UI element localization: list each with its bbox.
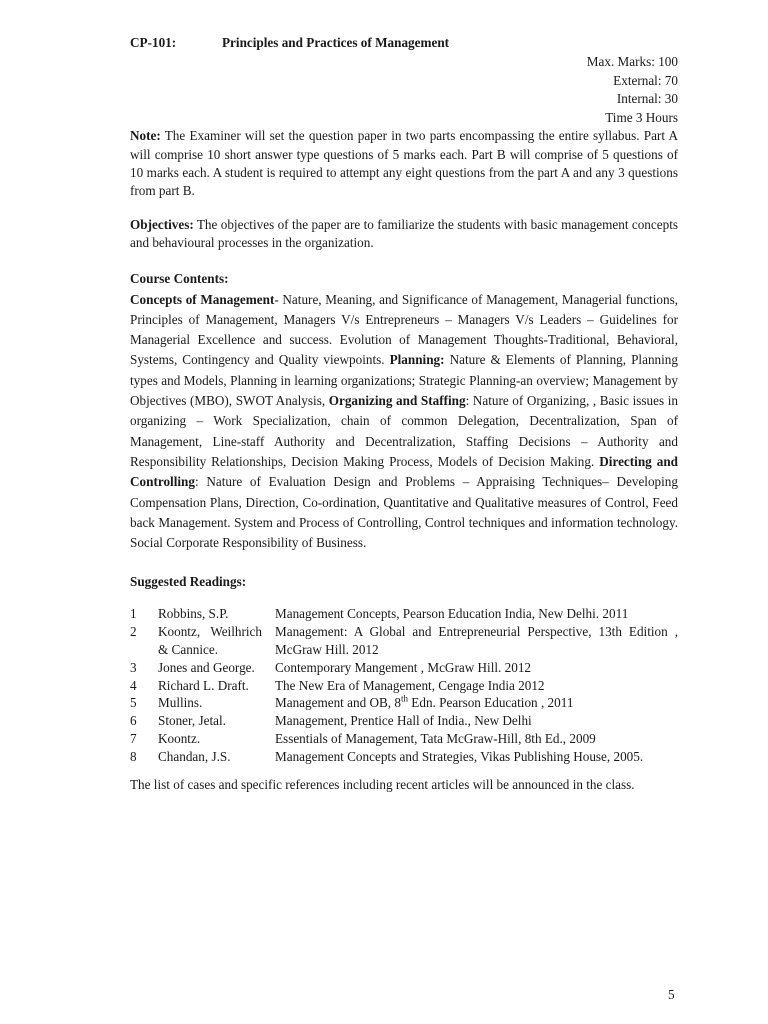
reading-title: Management Concepts, Pearson Education India, New Delhi. 2011: [275, 606, 629, 622]
reading-number: 1: [130, 606, 137, 622]
reading-number: 4: [130, 677, 137, 693]
reading-row: [130, 605, 678, 623]
reading-row: [130, 694, 678, 712]
reading-row: [130, 712, 678, 730]
reading-author: Jones and George.: [158, 659, 255, 675]
note-text: The Examiner will set the question paper in two parts encompassing the entire syllabus. Part A will comprise 10 short answer type questions of 5 marks each. Part B will comprise of 5 questions of 10 marks each. A student is required to attempt any eight questions from the part A and any 3 questions from part B.: [130, 128, 678, 198]
reading-title: The New Era of Management, Cengage India 2012: [275, 677, 545, 693]
course-title: Principles and Practices of Management: [222, 35, 450, 50]
marks-block: [130, 53, 678, 127]
reading-author: Stoner, Jetal.: [158, 713, 226, 729]
objectives-label: Objectives:: [130, 217, 194, 233]
reading-author: Chandan, J.S.: [158, 748, 231, 764]
directing-label: Directing and Controlling: [130, 453, 678, 490]
external-marks: External: 70: [613, 72, 678, 88]
reading-row: [130, 659, 678, 677]
course-code: CP-101:: [130, 35, 177, 50]
reading-author: Koontz.: [158, 731, 201, 747]
reading-author: Richard L. Draft.: [158, 677, 249, 693]
internal-marks: Internal: 30: [616, 91, 678, 107]
reading-title: Essentials of Management, Tata McGraw-Hill, 8th Ed., 2009: [275, 731, 596, 747]
organizing-label: Organizing and Staffing: [328, 393, 466, 409]
reading-title-post: Edn. Pearson Education , 2011: [408, 695, 574, 711]
readings-heading: Suggested Readings:: [130, 574, 247, 590]
concepts-text: - Nature, Meaning, and Significance of Management, Managerial functions, Principles of Management, Managers V/s Entrepreneurs – Managers V/s Leaders – Guidelines for Managerial Excellence and success. Evolution of Management Thoughts-Traditional, Behavioral, Systems, Contingency and Quality viewpoints.: [130, 291, 678, 368]
course-contents-heading: Course Contents:: [130, 270, 229, 286]
reading-title-pre: Management and OB, 8: [275, 695, 401, 711]
reading-number: 6: [130, 713, 137, 729]
readings-table: [130, 605, 678, 765]
reading-number: 3: [130, 659, 137, 675]
reading-row: [130, 748, 678, 766]
reading-number: 2: [130, 624, 137, 640]
reading-title: Management, Prentice Hall of India., New Delhi: [275, 713, 532, 729]
syllabus-page: [130, 34, 678, 794]
max-marks: Max. Marks: 100: [586, 54, 678, 69]
reading-row: [130, 730, 678, 748]
concepts-label: Concepts of Management: [130, 291, 275, 307]
note-label: Note:: [130, 128, 161, 144]
reading-number: 7: [130, 731, 137, 747]
reading-title: Management: A Global and Entrepreneurial Perspective, 13th Edition , McGraw Hill. 2012: [275, 624, 678, 658]
reading-author: Mullins.: [158, 695, 203, 711]
reading-author: Robbins, S.P.: [158, 606, 229, 622]
objectives-text: The objectives of the paper are to familiarize the students with basic management concepts and behavioural processes in the organization.: [130, 217, 678, 251]
directing-text: : Nature of Evaluation Design and Problems – Appraising Techniques– Developing Compensation Plans, Direction, Co-ordination, Quantitative and Qualitative measures of Control, Feed back Management. System and Process of Controlling, Control techniques and information technology. Social Corporate Responsibility of Business.: [130, 474, 678, 551]
organizing-text: : Nature of Organizing, , Basic issues in organizing – Work Specialization, chain of common Delegation, Decentralization, Span of Management, Line-staff Authority and Decentralization, Staffing Decisions – Authority and Responsibility Relationships, Decision Making Process, Models of Decision Making.: [130, 393, 678, 469]
planning-text: Nature & Elements of Planning, Planning types and Models, Planning in learning organizations; Strategic Planning-an overview; Management by Objectives (MBO), SWOT Analysis,: [130, 352, 678, 409]
planning-label: Planning:: [389, 352, 445, 368]
objectives-paragraph: [130, 216, 678, 252]
reading-number: 5: [130, 695, 137, 711]
note-paragraph: [130, 127, 678, 200]
course-header: [130, 34, 678, 52]
reading-row: [130, 677, 678, 695]
course-contents-paragraph: [130, 290, 678, 554]
reading-number: 8: [130, 748, 137, 764]
page-number: 5: [668, 987, 675, 1002]
exam-time: Time 3 Hours: [605, 109, 678, 125]
reading-author: Koontz, Weilhrich & Cannice.: [158, 624, 262, 658]
reading-title: Contemporary Mangement , McGraw Hill. 2012: [275, 659, 532, 675]
reading-row: [130, 623, 678, 659]
reading-title-sup: th: [400, 694, 408, 705]
readings-footer-note: The list of cases and specific references including recent articles will be announced in the class.: [130, 776, 635, 792]
reading-title: [275, 694, 678, 712]
reading-title: Management Concepts and Strategies, Vikas Publishing House, 2005.: [275, 748, 644, 764]
